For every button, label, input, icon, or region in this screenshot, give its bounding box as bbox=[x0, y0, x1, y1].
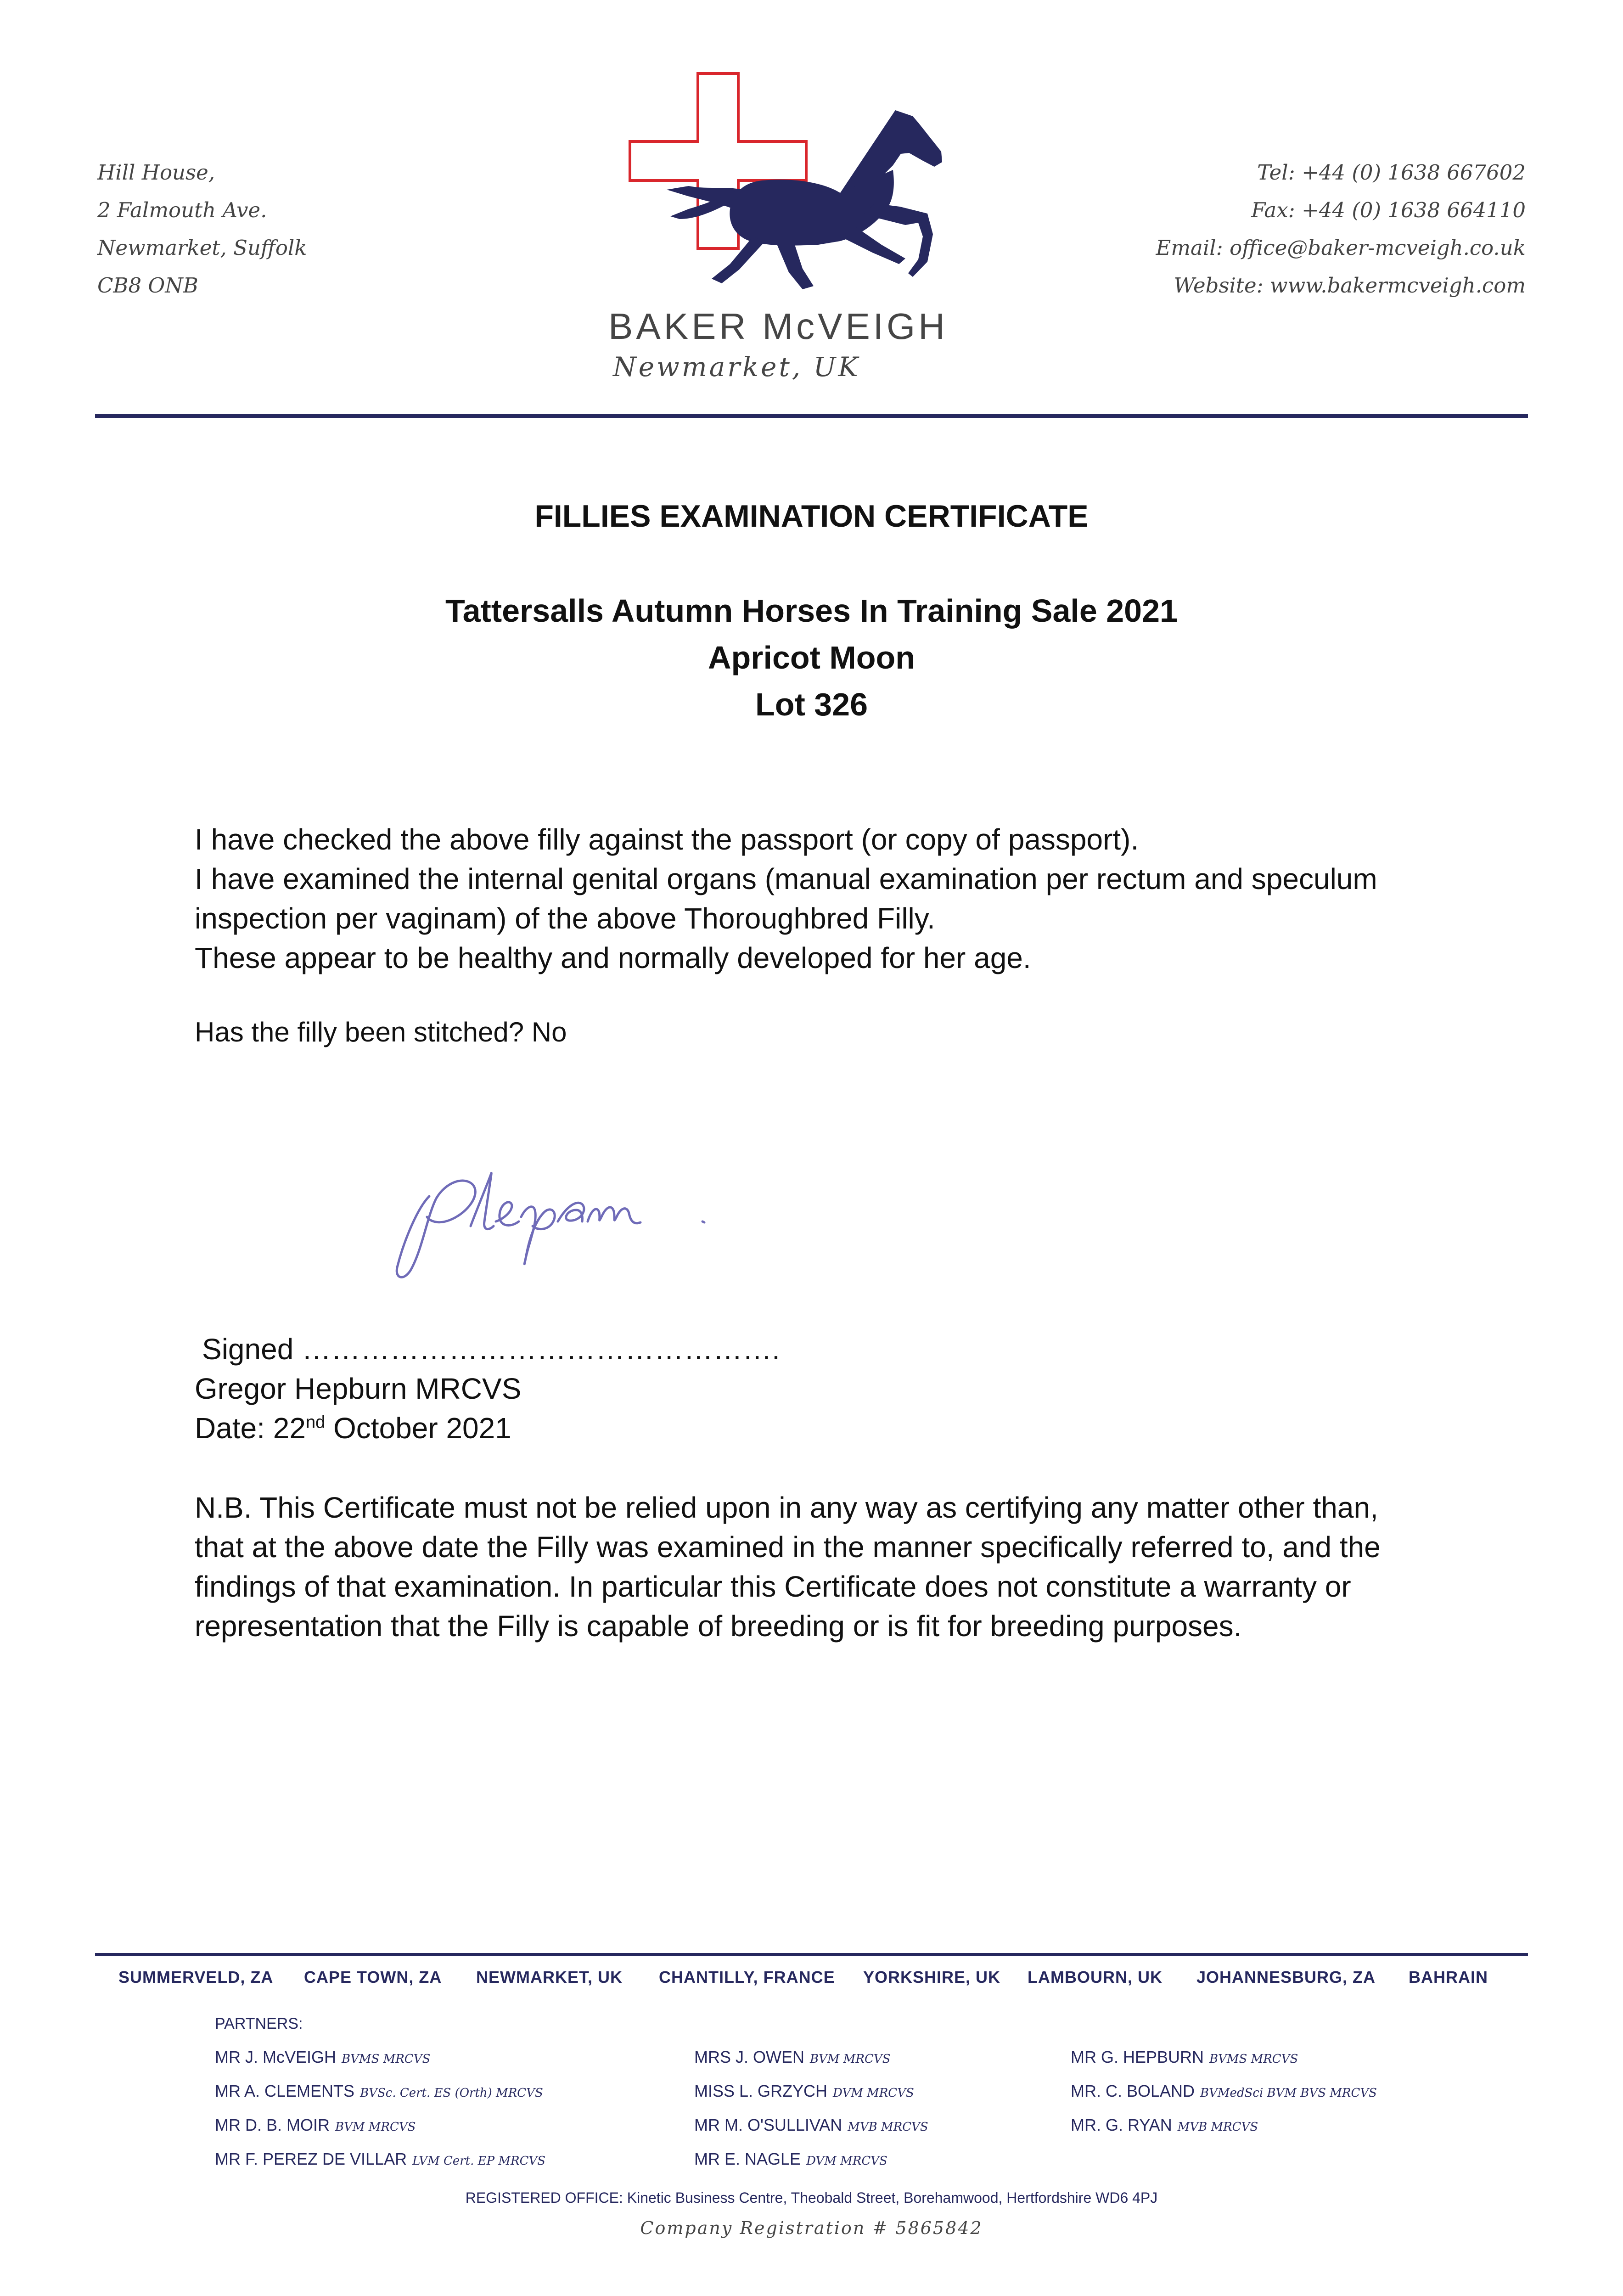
partner-qualification: BVMS MRCVS bbox=[342, 2052, 431, 2066]
contact-details bbox=[1156, 154, 1526, 304]
partner-name: MR E. NAGLE bbox=[694, 2150, 801, 2168]
signature-block bbox=[195, 1329, 780, 1448]
partners-column-3 bbox=[1071, 2041, 1377, 2143]
phone-line: Tel: +44 (0) 1638 667602 bbox=[1257, 160, 1526, 185]
company-location: Newmarket, UK bbox=[613, 351, 860, 383]
header-divider bbox=[95, 414, 1528, 418]
partner-qualification: MVB MRCVS bbox=[1177, 2120, 1258, 2134]
partner-entry bbox=[1071, 2109, 1377, 2143]
partner-qualification: MVB MRCVS bbox=[848, 2120, 928, 2134]
partner-entry bbox=[1071, 2041, 1377, 2075]
disclaimer-line: findings of that examination. In particular this Certificate does not constitute a warranty or bbox=[195, 1570, 1351, 1603]
signatory-name: Gregor Hepburn MRCVS bbox=[195, 1372, 522, 1405]
lot-number: Lot 326 bbox=[755, 687, 868, 722]
examination-statement bbox=[195, 820, 1377, 978]
address-line: CB8 ONB bbox=[97, 273, 198, 298]
sale-name: Tattersalls Autumn Horses In Training Sale 2021 bbox=[445, 593, 1178, 629]
fax-line: Fax: +44 (0) 1638 664110 bbox=[1251, 198, 1526, 222]
certificate-title: FILLIES EXAMINATION CERTIFICATE bbox=[534, 499, 1089, 534]
email-line: Email: office@baker-mcveigh.co.uk bbox=[1156, 236, 1526, 260]
partner-name: MR M. O'SULLIVAN bbox=[694, 2116, 842, 2134]
office-newmarket: NEWMARKET, UK bbox=[476, 1968, 623, 1986]
partner-qualification: BVM MRCVS bbox=[335, 2120, 416, 2134]
logo-wordmark bbox=[608, 305, 948, 348]
partners-column-2 bbox=[694, 2041, 928, 2177]
partner-name: MR J. McVEIGH bbox=[215, 2048, 337, 2066]
website-line: Website: www.bakermcveigh.com bbox=[1174, 273, 1526, 298]
partner-entry bbox=[1071, 2075, 1377, 2109]
company-registration: Company Registration # 5865842 bbox=[640, 2218, 983, 2238]
address-line: 2 Falmouth Ave. bbox=[97, 198, 267, 222]
disclaimer-line: that at the above date the Filly was examined in the manner specifically referred to, and the bbox=[195, 1531, 1381, 1564]
partner-name: MR. C. BOLAND bbox=[1071, 2082, 1195, 2100]
statement-line: These appear to be healthy and normally developed for her age. bbox=[195, 941, 1031, 974]
certificate-date bbox=[195, 1408, 780, 1448]
horse-name: Apricot Moon bbox=[708, 640, 915, 675]
stitched-question: Has the filly been stitched? No bbox=[195, 1017, 567, 1047]
statement-line: I have examined the internal genital organs (manual examination per rectum and speculum bbox=[195, 862, 1377, 895]
partner-qualification: LVM Cert. EP MRCVS bbox=[412, 2154, 546, 2168]
partner-entry bbox=[215, 2041, 545, 2075]
partner-name: MR G. HEPBURN bbox=[1071, 2048, 1204, 2066]
office-summerveld: SUMMERVELD, ZA bbox=[118, 1968, 274, 1986]
partner-name: MR D. B. MOIR bbox=[215, 2116, 330, 2134]
handwritten-signature bbox=[386, 1153, 735, 1290]
horse-icon bbox=[667, 110, 942, 289]
office-bahrain: BAHRAIN bbox=[1409, 1968, 1488, 1986]
company-name: BAKER McVEIGH bbox=[608, 306, 949, 347]
partner-qualification: BVMS MRCVS bbox=[1209, 2052, 1298, 2066]
partner-qualification: BVM MRCVS bbox=[810, 2052, 891, 2066]
partner-entry bbox=[694, 2109, 928, 2143]
footer-divider bbox=[95, 1953, 1528, 1956]
partner-entry bbox=[694, 2143, 928, 2177]
partner-entry bbox=[215, 2075, 545, 2109]
partner-entry bbox=[215, 2109, 545, 2143]
partner-name: MISS L. GRZYCH bbox=[694, 2082, 828, 2100]
partner-name: MR A. CLEMENTS bbox=[215, 2082, 355, 2100]
partners-label: PARTNERS: bbox=[215, 2015, 303, 2032]
office-chantilly: CHANTILLY, FRANCE bbox=[659, 1968, 835, 1986]
signed-line: Signed …………………………………………. bbox=[202, 1333, 780, 1366]
disclaimer-line: representation that the Filly is capable of breeding or is fit for breeding purposes. bbox=[195, 1609, 1242, 1643]
statement-line: I have checked the above filly against the passport (or copy of passport). bbox=[195, 823, 1139, 856]
partner-entry bbox=[694, 2075, 928, 2109]
date-prefix: Date: 22 bbox=[195, 1412, 306, 1445]
company-address bbox=[97, 154, 307, 304]
baker-mcveigh-logo bbox=[624, 71, 973, 289]
partner-qualification: DVM MRCVS bbox=[806, 2154, 887, 2168]
partner-name: MRS J. OWEN bbox=[694, 2048, 804, 2066]
office-johannesburg: JOHANNESBURG, ZA bbox=[1196, 1968, 1376, 1986]
address-line: Newmarket, Suffolk bbox=[97, 236, 307, 260]
office-cape-town: CAPE TOWN, ZA bbox=[304, 1968, 442, 1986]
partner-qualification: BVMedSci BVM BVS MRCVS bbox=[1200, 2086, 1377, 2100]
partner-name: MR. G. RYAN bbox=[1071, 2116, 1172, 2134]
statement-line: inspection per vaginam) of the above Thoroughbred Filly. bbox=[195, 902, 935, 935]
disclaimer-line: N.B. This Certificate must not be relied upon in any way as certifying any matter other than, bbox=[195, 1491, 1378, 1524]
partners-column-1 bbox=[215, 2041, 545, 2177]
date-suffix: nd bbox=[305, 1412, 326, 1432]
date-rest: October 2021 bbox=[325, 1412, 511, 1445]
nb-disclaimer bbox=[195, 1488, 1381, 1646]
partner-qualification: DVM MRCVS bbox=[833, 2086, 914, 2100]
partner-qualification: BVSc. Cert. ES (Orth) MRCVS bbox=[360, 2086, 543, 2100]
office-yorkshire: YORKSHIRE, UK bbox=[863, 1968, 1001, 1986]
partner-name: MR F. PEREZ DE VILLAR bbox=[215, 2150, 407, 2168]
office-lambourn: LAMBOURN, UK bbox=[1028, 1968, 1162, 1986]
partner-entry bbox=[694, 2041, 928, 2075]
registered-office: REGISTERED OFFICE: Kinetic Business Centre, Theobald Street, Borehamwood, Hertfordshire WD6 4PJ bbox=[465, 2189, 1158, 2206]
logo-location bbox=[613, 351, 860, 383]
address-line: Hill House, bbox=[97, 160, 215, 185]
partner-entry bbox=[215, 2143, 545, 2177]
